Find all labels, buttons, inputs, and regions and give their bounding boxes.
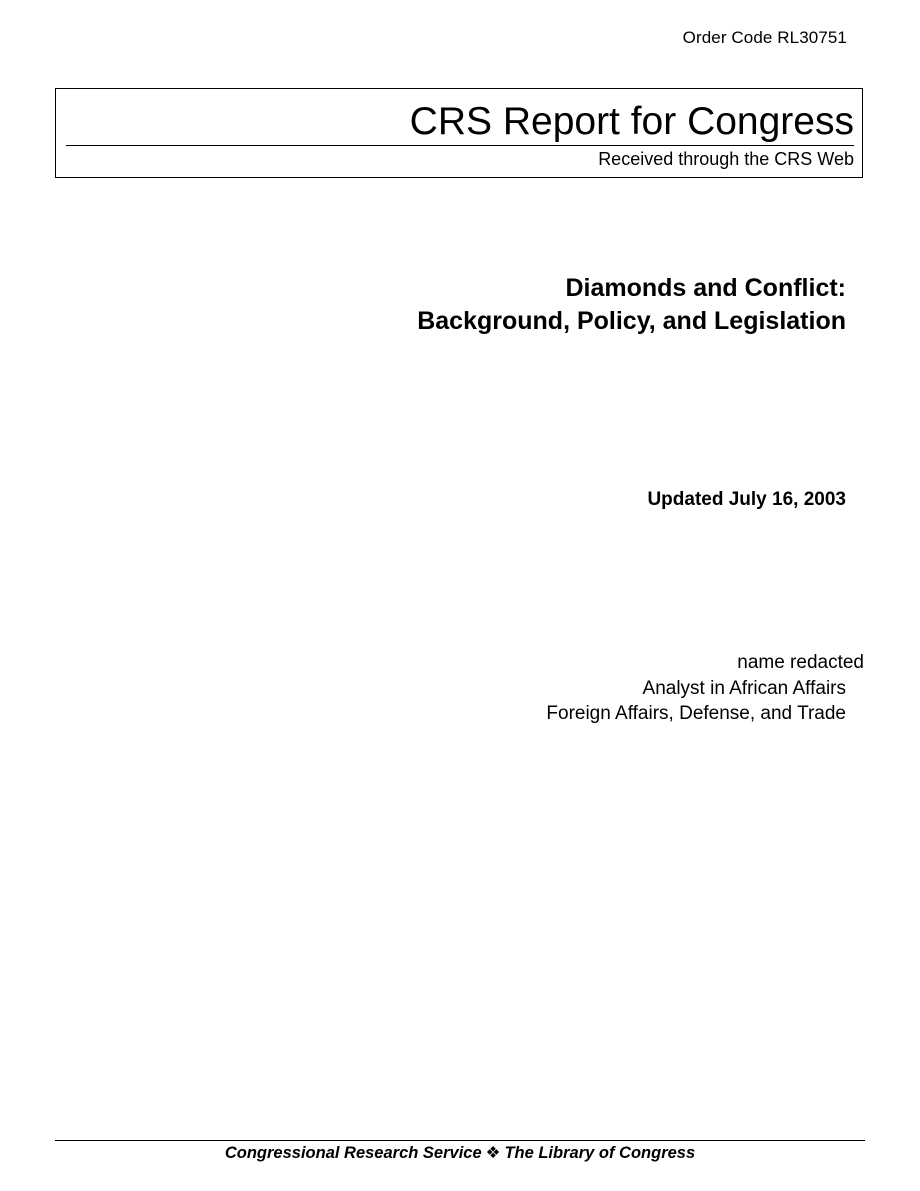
author-name: name redacted <box>737 652 864 673</box>
footer-divider <box>55 1140 865 1141</box>
report-title-line-1: Diamonds and Conflict: <box>565 274 846 302</box>
author-block <box>546 650 864 727</box>
report-title <box>417 272 846 338</box>
author-role: Analyst in African Affairs <box>642 677 846 699</box>
banner-divider <box>66 145 854 146</box>
footer-library: The Library of Congress <box>504 1144 696 1162</box>
banner-subtitle: Received through the CRS Web <box>598 149 854 169</box>
banner-title: CRS Report for Congress <box>409 100 854 143</box>
author-division: Foreign Affairs, Defense, and Trade <box>546 703 846 724</box>
footer-publisher: Congressional Research Service <box>224 1144 482 1162</box>
updated-date: Updated July 16, 2003 <box>647 489 846 510</box>
order-code: Order Code RL30751 <box>682 28 847 47</box>
footer-separator-icon: ❖ <box>485 1144 501 1162</box>
report-title-line-2: Background, Policy, and Legislation <box>417 307 846 335</box>
footer <box>0 1143 920 1163</box>
crs-banner <box>55 88 863 178</box>
